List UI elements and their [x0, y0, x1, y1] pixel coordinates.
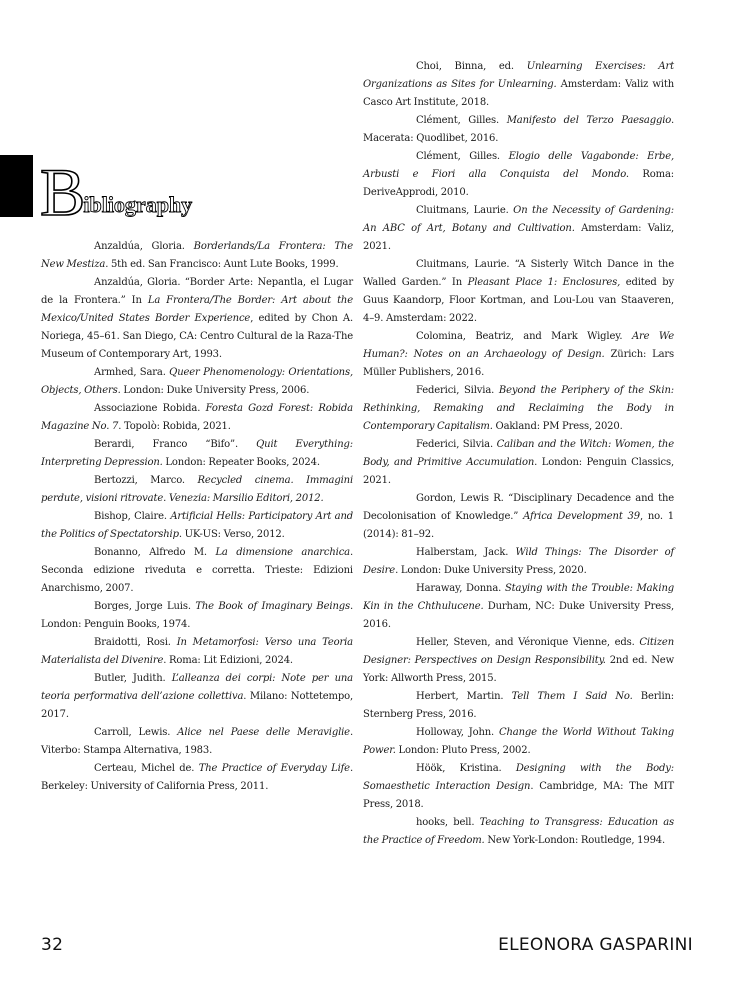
bibliography-entry: [41, 634, 353, 670]
entry-publication-info: London: Penguin Books, 1974.: [41, 619, 191, 630]
entry-publication-info: . Roma: Lit Edizioni, 2024.: [163, 655, 293, 666]
entry-publication-info: Berkeley: University of California Press, 2011.: [41, 781, 269, 792]
bibliography-entry: [363, 328, 674, 382]
entry-title: Unlearning Exercises: Art Organizations as Sites for Unlearning.: [363, 61, 674, 90]
bibliography-entry: [363, 760, 674, 814]
entry-author-text: Bonanno, Alfredo M.: [94, 547, 216, 558]
entry-title: The Book of Imaginary Beings.: [195, 601, 354, 612]
bibliography-entry: [363, 436, 674, 490]
entry-author-text: Anzaldúa, Gloria.: [94, 241, 194, 252]
entry-author-text: Braidotti, Rosi.: [94, 637, 177, 648]
entry-author-text: Certeau, Michel de.: [94, 763, 199, 774]
entry-publication-info: edited by Guus Kaandorp, Floor Kortman, and Lou-Lou van Staaveren, 4–9. Amsterdam: 2022.: [363, 277, 674, 324]
bibliography-entry: [363, 490, 674, 544]
entry-publication-info: New York-London: Routledge, 1994.: [484, 835, 666, 846]
entry-title: Elogio delle Vagabonde: Erbe, Arbusti e Fiori alla Conquista del Mondo.: [363, 151, 674, 180]
bibliography-entry: [363, 688, 674, 724]
entry-publication-info: Zürich: Lars Müller Publishers, 2016.: [363, 349, 674, 378]
entry-author-text: Federici, Silvia.: [416, 439, 497, 450]
entry-publication-info: 5th ed. San Francisco: Aunt Lute Books, 1999.: [108, 259, 339, 270]
entry-author-text: Colomina, Beatriz, and Mark Wigley.: [416, 331, 632, 342]
entry-publication-info: . UK-US: Verso, 2012.: [178, 529, 285, 540]
entry-author-text: Gordon, Lewis R. “Disciplinary Decadence and the Decolonisation of Knowledge.”: [363, 493, 674, 522]
bibliography-entry: [41, 760, 353, 796]
entry-publication-info: Berlin: Sternberg Press, 2016.: [363, 691, 675, 720]
author-name: ELEONORA GASPARINI: [498, 935, 693, 955]
entry-publication-info: . London: Duke University Press, 2006.: [117, 385, 310, 396]
entry-title: Wild Things: The Disorder of Desire.: [363, 547, 675, 576]
entry-publication-info: . Topolò: Robida, 2021.: [118, 421, 231, 432]
entry-title: Africa Development 39: [523, 511, 640, 522]
entry-publication-info: London: Repeater Books, 2024.: [162, 457, 320, 468]
bibliography-entry: [363, 256, 674, 328]
bibliography-entry: [363, 148, 674, 202]
entry-publication-info: 2nd ed. New York: Allworth Press, 2015.: [363, 655, 674, 684]
entry-publication-info: Oakland: PM Press, 2020.: [492, 421, 623, 432]
bibliography-entry: [363, 580, 674, 634]
entry-publication-info: Roma: DeriveApprodi, 2010.: [363, 169, 675, 198]
entry-title: La dimensione anarchica.: [215, 547, 353, 558]
entry-title: The Practice of Everyday Life.: [198, 763, 353, 774]
entry-author-text: Clément, Gilles.: [416, 115, 507, 126]
bibliography-entry: [363, 382, 674, 436]
bibliography-entry: [41, 670, 353, 724]
entry-author-text: Associazione Robida.: [94, 403, 206, 414]
entry-author-text: Carroll, Lewis.: [94, 727, 178, 738]
entry-title: Caliban and the Witch: Women, the Body, and Primitive Accumulation.: [363, 439, 674, 468]
bibliography-column-left: [41, 238, 353, 796]
entry-author-text: Clément, Gilles.: [416, 151, 509, 162]
bibliography-entry: [41, 508, 353, 544]
entry-title: In Metamorfosi: Verso una Teoria Materialista del Divenire: [41, 637, 353, 666]
entry-publication-info: Macerata: Quodlibet, 2016.: [363, 133, 499, 144]
entry-title: Citizen Designer: Perspectives on Design Responsibility.: [363, 637, 674, 666]
entry-publication-info: London: Pluto Press, 2002.: [395, 745, 531, 756]
entry-author-text: Armhed, Sara.: [94, 367, 170, 378]
page-title: [40, 154, 193, 230]
entry-title: Change the World Without Taking Power.: [363, 727, 674, 756]
entry-author-text: Anzaldúa, Gloria. “Border Arte: Nepantla, el Lugar de la Frontera.” In: [41, 277, 353, 306]
bibliography-entry: [363, 544, 674, 580]
entry-author-text: Berardi, Franco “Bifo”.: [94, 439, 257, 450]
bibliography-entry: [41, 724, 353, 760]
bibliography-entry: [41, 274, 353, 364]
entry-author-text: Haraway, Donna.: [416, 583, 505, 594]
entry-title: Artificial Hells: Participatory Art and the Politics of Spectatorship: [41, 511, 353, 540]
entry-title: Are We Human?: Notes on an Archaeology of Design.: [363, 331, 675, 360]
bibliography-entry: [363, 58, 674, 112]
bibliography-column-right: [363, 58, 674, 850]
bibliography-entry: [41, 400, 353, 436]
entry-title: Foresta Gozd Forest: Robida Magazine No. 7: [41, 403, 353, 432]
entry-author-text: Bishop, Claire.: [94, 511, 171, 522]
entry-title: Recycled cinema. Immagini perdute, visioni ritrovate. Venezia: Marsilio Editori, 2012.: [41, 475, 353, 504]
entry-publication-info: Viterbo: Stampa Alternativa, 1983.: [41, 745, 213, 756]
entry-author-text: Butler, Judith.: [94, 673, 172, 684]
entry-author-text: hooks, bell.: [416, 817, 480, 828]
entry-title: Queer Phenomenology: Orientations, Objects, Others: [41, 367, 353, 396]
entry-author-text: Heller, Steven, and Véronique Vienne, eds.: [416, 637, 640, 648]
bibliography-entry: [41, 436, 353, 472]
entry-author-text: Federici, Silvia.: [416, 385, 499, 396]
entry-author-text: Holloway, John.: [416, 727, 499, 738]
entry-title: Staying with the Trouble: Making Kin in the Chthulucene.: [363, 583, 674, 612]
bibliography-entry: [41, 364, 353, 400]
entry-title: Alice nel Paese delle Meraviglie.: [177, 727, 353, 738]
entry-author-text: Cluitmans, Laurie.: [416, 205, 514, 216]
entry-publication-info: . Milano: Nottetempo, 2017.: [41, 691, 353, 720]
entry-author-text: Halberstam, Jack.: [416, 547, 516, 558]
entry-author-text: Borges, Jorge Luis.: [94, 601, 196, 612]
entry-publication-info: Amsterdam: Valiz, 2021.: [363, 223, 675, 252]
entry-publication-info: Seconda edizione riveduta e corretta. Trieste: Edizioni Anarchismo, 2007.: [41, 565, 353, 594]
bibliography-entry: [363, 202, 674, 256]
entry-title: Teaching to Transgress: Education as the Practice of Freedom.: [363, 817, 674, 846]
entry-publication-info: , no. 1 (2014): 81–92.: [363, 511, 674, 540]
entry-title: On the Necessity of Gardening: An ABC of Art, Botany and Cultivation.: [363, 205, 675, 234]
bibliography-entry: [363, 724, 674, 760]
entry-author-text: Cluitmans, Laurie. “A Sisterly Witch Dance in the Walled Garden.” In: [363, 259, 674, 288]
bibliography-entry: [41, 472, 353, 508]
bibliography-entry: [363, 634, 674, 688]
title-initial: B: [40, 154, 86, 230]
entry-title: Pleasant Place 1: Enclosures,: [467, 277, 621, 288]
entry-author-text: Höök, Kristina.: [416, 763, 516, 774]
bibliography-entry: [41, 544, 353, 598]
entry-publication-info: Amsterdam: Valiz with Casco Art Institute, 2018.: [363, 79, 674, 108]
entry-title: La Frontera/The Border: Art about the Mexico/United States Border Experience: [41, 295, 353, 324]
side-tab-marker: [0, 155, 33, 217]
entry-publication-info: . Cambridge, MA: The MIT Press, 2018.: [363, 781, 675, 810]
entry-title: Designing with the Body: Somaesthetic Interaction Design: [363, 763, 674, 792]
entry-publication-info: London: Penguin Classics, 2021.: [363, 457, 674, 486]
entry-publication-info: Durham, NC: Duke University Press, 2016.: [363, 601, 675, 630]
entry-publication-info: London: Duke University Press, 2020.: [398, 565, 587, 576]
bibliography-entry: [41, 598, 353, 634]
entry-title: L’alleanza dei corpi: Note per una teoria performativa dell’azione collettiva: [41, 673, 353, 702]
bibliography-entry: [363, 814, 674, 850]
entry-publication-info: , edited by Chon A. Noriega, 45–61. San Diego, CA: Centro Cultural de la Raza-The Museum of Contemporary Art, 1993.: [41, 313, 354, 360]
entry-title: Quit Everything: Interpreting Depression.: [41, 439, 353, 468]
page-number: 32: [41, 935, 64, 955]
entry-title: Beyond the Periphery of the Skin: Rethinking, Remaking and Reclaiming the Body in Contemporary Capitalism.: [363, 385, 674, 432]
entry-author-text: Choi, Binna, ed.: [416, 61, 527, 72]
entry-title: Borderlands/La Frontera: The New Mestiza.: [41, 241, 353, 270]
entry-author-text: Herbert, Martin.: [416, 691, 512, 702]
entry-title: Manifesto del Terzo Paesaggio.: [506, 115, 674, 126]
title-rest: ibliography: [83, 192, 193, 217]
bibliography-entry: [363, 112, 674, 148]
entry-author-text: Bertozzi, Marco.: [94, 475, 198, 486]
bibliography-entry: [41, 238, 353, 274]
entry-title: Tell Them I Said No.: [511, 691, 633, 702]
